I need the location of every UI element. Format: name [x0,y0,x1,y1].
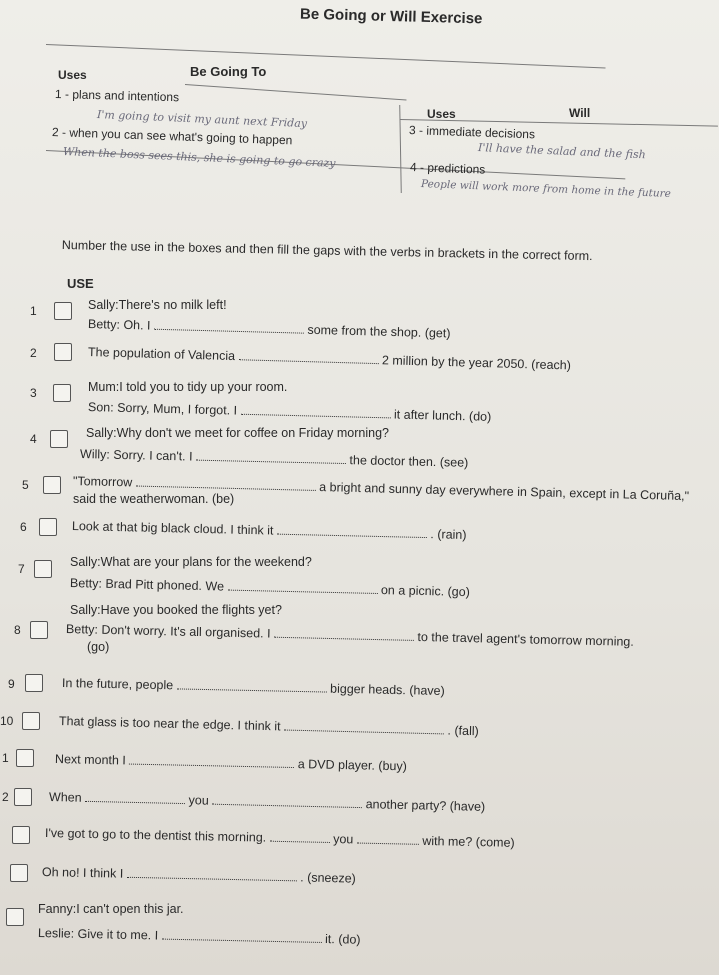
will-example-3: I'll have the salad and the fish [477,141,646,162]
use-number-box[interactable] [54,343,72,361]
item-text: with me? (come) [422,833,515,850]
answer-gap[interactable] [196,459,346,464]
item-line [80,447,469,470]
use-number-box[interactable] [25,674,43,692]
answer-gap[interactable] [127,876,297,882]
item-text: 2 million by the year 2050. (reach) [381,353,572,373]
item-line [55,752,407,773]
item-number: 9 [8,677,15,691]
item-text: you [188,793,209,808]
item-text: Son: Sorry, Mum, I forgot. I [87,400,238,418]
item-text: Next month I [54,752,127,768]
item-line [59,714,479,738]
answer-gap[interactable] [238,358,378,364]
item-number: 6 [20,520,27,534]
answer-gap[interactable] [357,842,419,845]
item-text: a bright and sunny day everywhere in Spain, except in La Coruña," [319,480,690,504]
item-text: to the travel agent's tomorrow morning. [417,629,634,649]
item-line: (go) [87,640,110,654]
item-text: . (sneeze) [300,870,356,886]
use-number-box[interactable] [16,749,34,767]
item-text: it. (do) [324,932,361,947]
item-line [49,790,485,814]
item-text: The population of Valencia [87,345,236,364]
worksheet-title: Be Going or Will Exercise [299,5,483,28]
item-text: That glass is too near the edge. I think it [58,714,281,734]
item-text: it after lunch. (do) [393,407,492,424]
item-line [38,926,361,947]
item-text: another party? (have) [365,797,486,814]
answer-gap[interactable] [227,589,377,594]
use-number-box[interactable] [30,621,48,639]
answer-gap[interactable] [212,803,362,808]
will-uses-label: Uses [427,107,456,121]
item-text: When [48,790,82,805]
item-line: Mum:I told you to tidy up your room. [88,380,288,394]
item-number: 4 [30,432,37,446]
item-text: "Tomorrow [72,474,133,490]
answer-gap[interactable] [240,413,390,419]
item-line: Sally:Have you booked the flights yet? [70,603,282,617]
bgt-example-1: I'm going to visit my aunt next Friday [96,108,308,131]
item-text: Leslie: Give it to me. I [37,926,159,943]
be-going-to-label: Be Going To [190,64,267,79]
item-line: Fanny:I can't open this jar. [38,902,184,916]
item-line: Sally:Why don't we meet for coffee on Friday morning? [86,426,389,440]
item-text: you [333,832,354,847]
use-number-box[interactable] [50,430,68,448]
answer-gap[interactable] [274,636,414,641]
answer-gap[interactable] [270,840,330,843]
answer-gap[interactable] [277,533,427,538]
use-number-box[interactable] [34,560,52,578]
bgt-use-2: 2 - when you can see what's going to happen [51,125,293,148]
use-number-box[interactable] [54,302,72,320]
item-text: Willy: Sorry. I can't. I [79,447,193,464]
answer-gap[interactable] [284,729,444,735]
item-text: Betty: Don't worry. It's all organised. I [65,622,271,641]
item-text: on a picnic. (go) [380,583,470,600]
bgt-use-1: 1 - plans and intentions [54,87,180,105]
item-text: In the future, people [61,676,174,693]
answer-gap[interactable] [85,800,185,804]
use-header: USE [67,276,94,291]
item-text: bigger heads. (have) [329,681,445,699]
table-top-border [46,44,606,68]
will-example-4: People will work more from home in the future [420,178,672,201]
will-use-4: 4 - predictions [409,160,486,177]
item-text: Oh no! I think I [41,865,124,881]
use-number-box[interactable] [12,826,30,844]
item-number: 1 [2,751,9,765]
item-text: Look at that big black cloud. I think it [71,519,274,538]
item-text: some from the shop. (get) [307,322,451,341]
item-text: Betty: Oh. I [87,317,151,333]
item-number: 2 [2,790,9,804]
item-line [66,622,634,649]
item-line [72,519,467,542]
instructions: Number the use in the boxes and then fill the gaps with the verbs in brackets in the correct form. [61,238,593,264]
item-line: Sally:What are your plans for the weekend? [70,555,312,569]
item-text: . (rain) [430,527,467,542]
item-line [70,576,470,599]
use-number-box[interactable] [43,476,61,494]
use-number-box[interactable] [39,518,57,536]
item-number: 2 [30,346,37,360]
item-number: 7 [18,562,25,576]
item-line [88,400,492,424]
use-number-box[interactable] [22,712,40,730]
use-number-box[interactable] [10,864,28,882]
use-number-box[interactable] [6,908,24,926]
answer-gap[interactable] [162,938,322,943]
will-use-3: 3 - immediate decisions [408,123,536,142]
use-number-box[interactable] [53,384,71,402]
answer-gap[interactable] [136,485,316,491]
item-text: . (fall) [447,723,479,739]
item-line [62,676,445,698]
item-line [88,345,571,372]
item-line [45,826,515,850]
uses-label: Uses [58,68,87,82]
item-line: said the weatherwoman. (be) [73,492,235,506]
item-text: a DVD player. (buy) [297,757,407,774]
item-number: 10 [0,714,14,728]
item-line: Sally:There's no milk left! [88,298,227,312]
item-text: Betty: Brad Pitt phoned. We [69,576,225,594]
item-number: 5 [22,478,29,492]
bgt-example-2: When the boss sees this, she is going to go crazy [62,145,336,170]
use-number-box[interactable] [14,788,32,806]
item-number: 3 [30,386,37,400]
item-number: 1 [30,304,37,318]
answer-gap[interactable] [154,328,304,334]
item-text: I've got to go to the dentist this morning. [44,826,267,845]
will-label: Will [569,106,591,120]
item-line [88,317,451,340]
answer-gap[interactable] [129,763,294,768]
item-text: the doctor then. (see) [349,453,469,470]
item-number: 8 [14,623,21,637]
item-line [42,865,356,886]
answer-gap[interactable] [177,687,327,692]
be-going-to-underline [185,84,407,100]
